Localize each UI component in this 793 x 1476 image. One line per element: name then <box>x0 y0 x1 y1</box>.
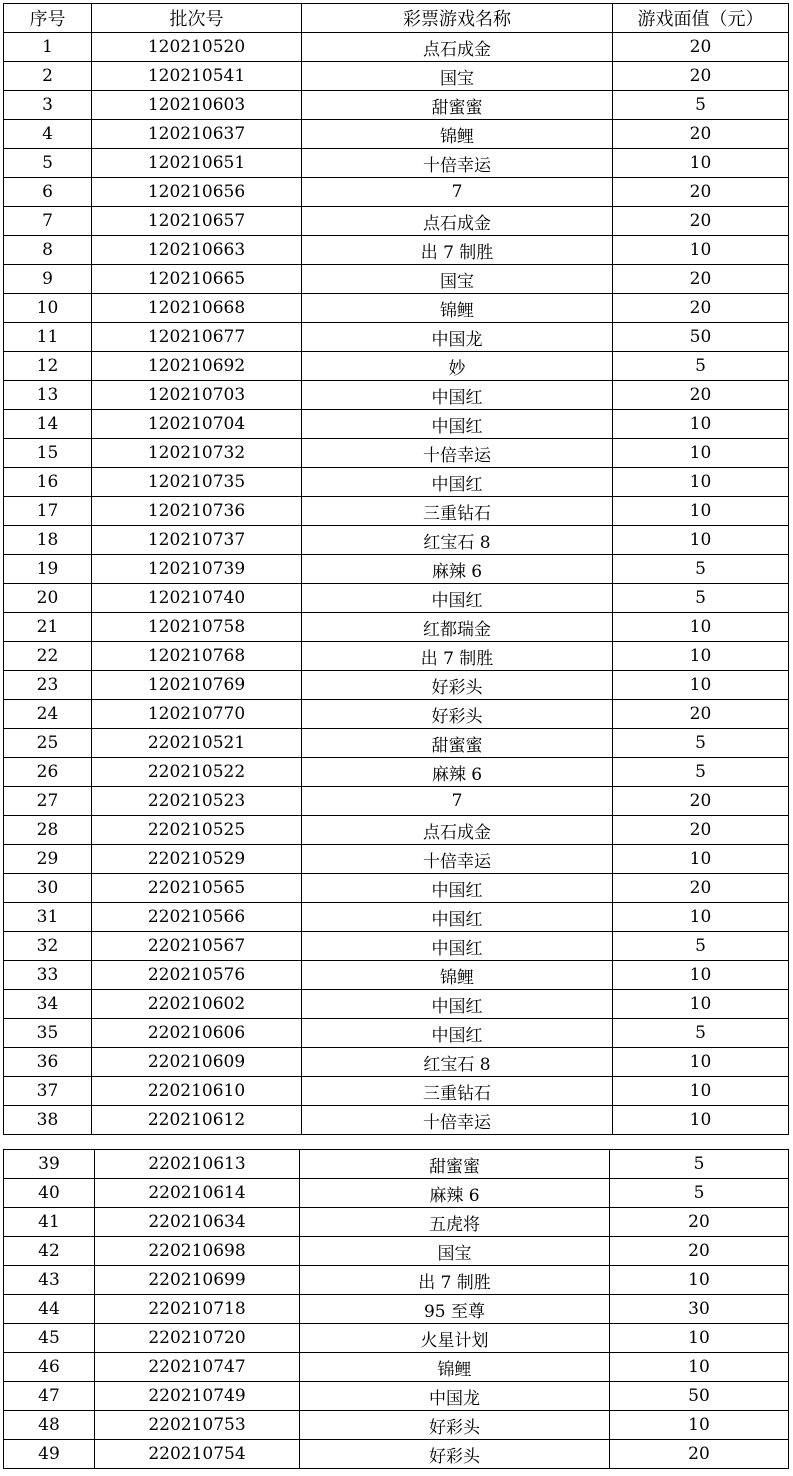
table-row <box>4 323 789 352</box>
table-row <box>4 932 789 961</box>
cell-game-name: 红都瑞金 <box>302 613 613 642</box>
cell-face-value: 20 <box>610 1237 789 1266</box>
cell-index: 4 <box>4 120 92 149</box>
cell-face-value: 10 <box>613 439 789 468</box>
cell-face-value: 5 <box>613 352 789 381</box>
cell-index: 44 <box>4 1295 95 1324</box>
cell-game-name: 点石成金 <box>302 33 613 62</box>
table-row <box>4 729 789 758</box>
cell-game-name: 好彩头 <box>302 671 613 700</box>
cell-batch-number: 120210740 <box>92 584 302 613</box>
cell-batch-number: 120210651 <box>92 149 302 178</box>
cell-index: 27 <box>4 787 92 816</box>
cell-index: 32 <box>4 932 92 961</box>
table-row <box>4 1077 789 1106</box>
table-row <box>4 671 789 700</box>
cell-face-value: 10 <box>613 468 789 497</box>
header-row <box>4 4 789 33</box>
cell-game-name: 好彩头 <box>302 700 613 729</box>
table-row <box>4 1382 789 1411</box>
cell-index: 11 <box>4 323 92 352</box>
cell-face-value: 10 <box>613 671 789 700</box>
cell-face-value: 5 <box>613 584 789 613</box>
cell-index: 24 <box>4 700 92 729</box>
cell-index: 15 <box>4 439 92 468</box>
cell-game-name: 十倍幸运 <box>302 845 613 874</box>
cell-game-name: 十倍幸运 <box>302 149 613 178</box>
cell-index: 10 <box>4 294 92 323</box>
cell-index: 9 <box>4 265 92 294</box>
cell-game-name: 麻辣 6 <box>302 555 613 584</box>
table-row <box>4 207 789 236</box>
cell-game-name: 麻辣 6 <box>300 1179 610 1208</box>
cell-index: 48 <box>4 1411 95 1440</box>
cell-index: 25 <box>4 729 92 758</box>
table-row <box>4 990 789 1019</box>
header-game-name: 彩票游戏名称 <box>302 4 613 33</box>
table-row <box>4 700 789 729</box>
cell-index: 36 <box>4 1048 92 1077</box>
cell-game-name: 95 至尊 <box>300 1295 610 1324</box>
cell-index: 23 <box>4 671 92 700</box>
cell-game-name: 十倍幸运 <box>302 1106 613 1135</box>
cell-game-name: 中国红 <box>302 932 613 961</box>
cell-batch-number: 220210523 <box>92 787 302 816</box>
cell-face-value: 10 <box>613 149 789 178</box>
cell-game-name: 中国红 <box>302 903 613 932</box>
cell-game-name: 中国红 <box>302 990 613 1019</box>
cell-batch-number: 220210612 <box>92 1106 302 1135</box>
cell-face-value: 10 <box>613 642 789 671</box>
table-row <box>4 294 789 323</box>
cell-index: 43 <box>4 1266 95 1295</box>
table-row <box>4 961 789 990</box>
cell-batch-number: 220210525 <box>92 816 302 845</box>
cell-batch-number: 120210769 <box>92 671 302 700</box>
cell-face-value: 20 <box>613 294 789 323</box>
cell-index: 13 <box>4 381 92 410</box>
cell-index: 34 <box>4 990 92 1019</box>
cell-game-name: 锦鲤 <box>300 1353 610 1382</box>
table-row <box>4 787 789 816</box>
cell-face-value: 10 <box>613 613 789 642</box>
table-row <box>4 1440 789 1469</box>
cell-face-value: 5 <box>613 555 789 584</box>
cell-batch-number: 120210768 <box>92 642 302 671</box>
table-row <box>4 236 789 265</box>
cell-face-value: 5 <box>610 1150 789 1179</box>
cell-face-value: 50 <box>610 1382 789 1411</box>
cell-batch-number: 120210735 <box>92 468 302 497</box>
table-row <box>4 845 789 874</box>
cell-game-name: 甜蜜蜜 <box>300 1150 610 1179</box>
cell-batch-number: 220210610 <box>92 1077 302 1106</box>
cell-index: 5 <box>4 149 92 178</box>
cell-face-value: 10 <box>613 990 789 1019</box>
cell-game-name: 国宝 <box>302 62 613 91</box>
cell-batch-number: 120210637 <box>92 120 302 149</box>
cell-index: 26 <box>4 758 92 787</box>
cell-batch-number: 220210606 <box>92 1019 302 1048</box>
cell-batch-number: 120210668 <box>92 294 302 323</box>
table-row <box>4 584 789 613</box>
cell-index: 31 <box>4 903 92 932</box>
cell-face-value: 5 <box>613 932 789 961</box>
cell-game-name: 妙 <box>302 352 613 381</box>
table-row <box>4 352 789 381</box>
cell-game-name: 红宝石 8 <box>302 526 613 555</box>
table-row <box>4 1353 789 1382</box>
cell-batch-number: 220210613 <box>95 1150 300 1179</box>
cell-batch-number: 120210656 <box>92 178 302 207</box>
table-row <box>4 381 789 410</box>
cell-batch-number: 120210665 <box>92 265 302 294</box>
table-row <box>4 497 789 526</box>
cell-face-value: 20 <box>613 874 789 903</box>
cell-face-value: 10 <box>613 236 789 265</box>
table-row <box>4 62 789 91</box>
cell-face-value: 20 <box>613 33 789 62</box>
cell-game-name: 中国红 <box>302 381 613 410</box>
cell-batch-number: 220210567 <box>92 932 302 961</box>
table-row <box>4 1237 789 1266</box>
cell-index: 16 <box>4 468 92 497</box>
lottery-table-part1 <box>3 3 789 1135</box>
table-row <box>4 178 789 207</box>
cell-face-value: 10 <box>610 1266 789 1295</box>
table-row <box>4 410 789 439</box>
table-row <box>4 613 789 642</box>
cell-index: 7 <box>4 207 92 236</box>
cell-batch-number: 220210754 <box>95 1440 300 1469</box>
cell-batch-number: 120210657 <box>92 207 302 236</box>
cell-face-value: 20 <box>610 1208 789 1237</box>
cell-batch-number: 120210703 <box>92 381 302 410</box>
cell-face-value: 5 <box>610 1179 789 1208</box>
cell-game-name: 7 <box>302 787 613 816</box>
table-row <box>4 1106 789 1135</box>
cell-face-value: 10 <box>613 903 789 932</box>
cell-batch-number: 120210758 <box>92 613 302 642</box>
table-row <box>4 120 789 149</box>
cell-batch-number: 220210720 <box>95 1324 300 1353</box>
cell-game-name: 点石成金 <box>302 207 613 236</box>
cell-batch-number: 120210736 <box>92 497 302 526</box>
cell-game-name: 锦鲤 <box>302 961 613 990</box>
cell-game-name: 中国龙 <box>300 1382 610 1411</box>
cell-index: 14 <box>4 410 92 439</box>
cell-game-name: 锦鲤 <box>302 294 613 323</box>
cell-face-value: 5 <box>613 91 789 120</box>
cell-index: 3 <box>4 91 92 120</box>
table-row <box>4 1266 789 1295</box>
table-row <box>4 758 789 787</box>
cell-index: 38 <box>4 1106 92 1135</box>
cell-batch-number: 220210718 <box>95 1295 300 1324</box>
cell-batch-number: 120210737 <box>92 526 302 555</box>
cell-index: 46 <box>4 1353 95 1382</box>
cell-face-value: 20 <box>613 381 789 410</box>
cell-index: 30 <box>4 874 92 903</box>
cell-game-name: 锦鲤 <box>302 120 613 149</box>
table-row <box>4 816 789 845</box>
table-row <box>4 642 789 671</box>
cell-face-value: 20 <box>613 62 789 91</box>
cell-index: 42 <box>4 1237 95 1266</box>
table-row <box>4 874 789 903</box>
cell-game-name: 中国红 <box>302 468 613 497</box>
table-row <box>4 33 789 62</box>
cell-face-value: 20 <box>610 1440 789 1469</box>
cell-batch-number: 220210747 <box>95 1353 300 1382</box>
cell-face-value: 10 <box>613 410 789 439</box>
cell-face-value: 20 <box>613 265 789 294</box>
cell-batch-number: 220210521 <box>92 729 302 758</box>
cell-game-name: 甜蜜蜜 <box>302 729 613 758</box>
cell-face-value: 10 <box>610 1324 789 1353</box>
cell-game-name: 出 7 制胜 <box>300 1266 610 1295</box>
cell-index: 8 <box>4 236 92 265</box>
cell-game-name: 红宝石 8 <box>302 1048 613 1077</box>
cell-face-value: 10 <box>610 1353 789 1382</box>
cell-index: 22 <box>4 642 92 671</box>
cell-face-value: 10 <box>613 1077 789 1106</box>
cell-batch-number: 220210566 <box>92 903 302 932</box>
cell-face-value: 5 <box>613 729 789 758</box>
table-row <box>4 1324 789 1353</box>
table-row <box>4 526 789 555</box>
cell-index: 39 <box>4 1150 95 1179</box>
cell-batch-number: 120210732 <box>92 439 302 468</box>
cell-batch-number: 120210520 <box>92 33 302 62</box>
cell-game-name: 中国红 <box>302 1019 613 1048</box>
cell-index: 6 <box>4 178 92 207</box>
cell-index: 45 <box>4 1324 95 1353</box>
cell-face-value: 20 <box>613 178 789 207</box>
cell-game-name: 三重钻石 <box>302 1077 613 1106</box>
cell-face-value: 50 <box>613 323 789 352</box>
table-row <box>4 1179 789 1208</box>
cell-batch-number: 220210749 <box>95 1382 300 1411</box>
cell-game-name: 中国红 <box>302 584 613 613</box>
cell-game-name: 五虎将 <box>300 1208 610 1237</box>
cell-index: 17 <box>4 497 92 526</box>
cell-batch-number: 220210602 <box>92 990 302 1019</box>
cell-game-name: 麻辣 6 <box>302 758 613 787</box>
cell-face-value: 10 <box>613 497 789 526</box>
cell-batch-number: 220210576 <box>92 961 302 990</box>
cell-game-name: 中国龙 <box>302 323 613 352</box>
cell-game-name: 出 7 制胜 <box>302 642 613 671</box>
cell-index: 37 <box>4 1077 92 1106</box>
cell-index: 28 <box>4 816 92 845</box>
cell-face-value: 30 <box>610 1295 789 1324</box>
cell-face-value: 20 <box>613 207 789 236</box>
table-row <box>4 1411 789 1440</box>
cell-index: 49 <box>4 1440 95 1469</box>
cell-index: 12 <box>4 352 92 381</box>
cell-game-name: 出 7 制胜 <box>302 236 613 265</box>
table-row <box>4 903 789 932</box>
cell-batch-number: 220210609 <box>92 1048 302 1077</box>
table-row <box>4 149 789 178</box>
cell-face-value: 20 <box>613 120 789 149</box>
cell-index: 18 <box>4 526 92 555</box>
cell-game-name: 中国红 <box>302 874 613 903</box>
cell-index: 1 <box>4 33 92 62</box>
table-row <box>4 265 789 294</box>
cell-batch-number: 220210634 <box>95 1208 300 1237</box>
cell-game-name: 三重钻石 <box>302 497 613 526</box>
cell-index: 47 <box>4 1382 95 1411</box>
cell-index: 21 <box>4 613 92 642</box>
cell-batch-number: 220210698 <box>95 1237 300 1266</box>
header-index: 序号 <box>4 4 92 33</box>
cell-batch-number: 220210699 <box>95 1266 300 1295</box>
cell-game-name: 好彩头 <box>300 1411 610 1440</box>
cell-game-name: 国宝 <box>300 1237 610 1266</box>
cell-batch-number: 220210614 <box>95 1179 300 1208</box>
cell-index: 19 <box>4 555 92 584</box>
cell-index: 40 <box>4 1179 95 1208</box>
cell-index: 35 <box>4 1019 92 1048</box>
cell-game-name: 中国红 <box>302 410 613 439</box>
header-batch: 批次号 <box>92 4 302 33</box>
cell-game-name: 点石成金 <box>302 816 613 845</box>
cell-face-value: 10 <box>613 1048 789 1077</box>
cell-batch-number: 220210522 <box>92 758 302 787</box>
cell-game-name: 国宝 <box>302 265 613 294</box>
cell-face-value: 5 <box>613 1019 789 1048</box>
table-row <box>4 439 789 468</box>
cell-batch-number: 220210753 <box>95 1411 300 1440</box>
cell-index: 33 <box>4 961 92 990</box>
cell-index: 20 <box>4 584 92 613</box>
cell-face-value: 20 <box>613 700 789 729</box>
cell-index: 2 <box>4 62 92 91</box>
cell-game-name: 甜蜜蜜 <box>302 91 613 120</box>
cell-face-value: 10 <box>613 845 789 874</box>
cell-batch-number: 120210770 <box>92 700 302 729</box>
header-face-value: 游戏面值（元） <box>613 4 789 33</box>
table-row <box>4 1019 789 1048</box>
cell-batch-number: 120210739 <box>92 555 302 584</box>
lottery-table-part2 <box>3 1149 789 1469</box>
cell-face-value: 10 <box>613 961 789 990</box>
cell-face-value: 20 <box>613 816 789 845</box>
table-row <box>4 468 789 497</box>
cell-face-value: 10 <box>613 1106 789 1135</box>
table-row <box>4 1048 789 1077</box>
cell-index: 41 <box>4 1208 95 1237</box>
table-row <box>4 555 789 584</box>
cell-index: 29 <box>4 845 92 874</box>
cell-face-value: 5 <box>613 758 789 787</box>
table-row <box>4 1150 789 1179</box>
cell-batch-number: 120210603 <box>92 91 302 120</box>
cell-batch-number: 220210529 <box>92 845 302 874</box>
cell-face-value: 10 <box>610 1411 789 1440</box>
cell-batch-number: 120210663 <box>92 236 302 265</box>
cell-game-name: 7 <box>302 178 613 207</box>
cell-game-name: 十倍幸运 <box>302 439 613 468</box>
cell-face-value: 10 <box>613 526 789 555</box>
table-row <box>4 1295 789 1324</box>
cell-batch-number: 120210692 <box>92 352 302 381</box>
table-row <box>4 1208 789 1237</box>
cell-batch-number: 120210541 <box>92 62 302 91</box>
table-row <box>4 91 789 120</box>
cell-batch-number: 120210704 <box>92 410 302 439</box>
cell-batch-number: 120210677 <box>92 323 302 352</box>
cell-game-name: 火星计划 <box>300 1324 610 1353</box>
cell-batch-number: 220210565 <box>92 874 302 903</box>
cell-game-name: 好彩头 <box>300 1440 610 1469</box>
cell-face-value: 20 <box>613 787 789 816</box>
